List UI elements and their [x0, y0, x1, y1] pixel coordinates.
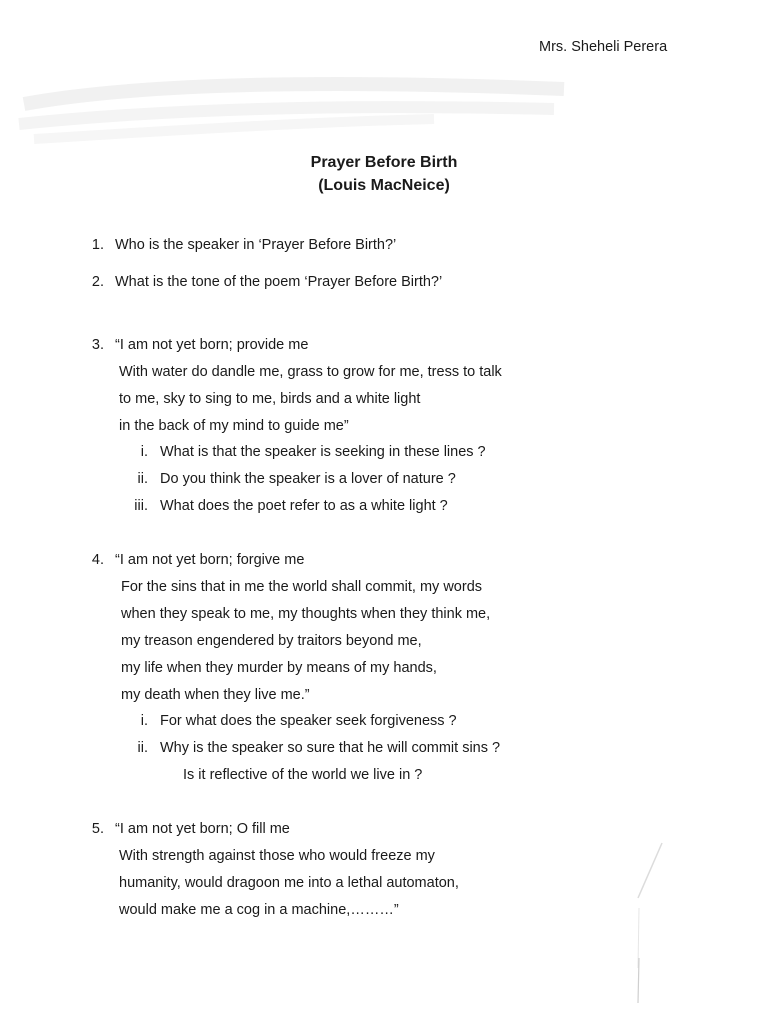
question-text: Who is the speaker in ‘Prayer Before Birth?’	[115, 237, 397, 253]
quote-line: “I am not yet born; provide me	[115, 337, 309, 353]
author-name: Mrs. Sheheli Perera	[539, 39, 668, 55]
quote-line: when they speak to me, my thoughts when they think me,	[121, 606, 491, 622]
quote-line: With water do dandle me, grass to grow for me, tress to talk	[119, 364, 502, 380]
sub-question-text: For what does the speaker seek forgiveness ?	[160, 713, 457, 729]
quote-line: With strength against those who would freeze my	[119, 848, 435, 864]
question-number: 5.	[91, 821, 104, 837]
sub-question-text: Why is the speaker so sure that he will commit sins ?	[160, 740, 501, 756]
quote-line: “I am not yet born; forgive me	[115, 552, 305, 568]
sub-question-continuation: Is it reflective of the world we live in ?	[183, 767, 423, 783]
quote-line: my life when they murder by means of my hands,	[121, 660, 437, 676]
poem-author: (Louis MacNeice)	[318, 177, 450, 194]
sub-question-text: What does the poet refer to as a white light ?	[160, 498, 448, 514]
poem-title: Prayer Before Birth	[310, 154, 458, 171]
question-number: 1.	[91, 237, 104, 253]
quote-line: “I am not yet born; O fill me	[115, 821, 290, 837]
quote-line: For the sins that in me the world shall commit, my words	[121, 579, 483, 595]
sub-question-text: Do you think the speaker is a lover of nature ?	[160, 471, 456, 487]
sub-question-text: What is that the speaker is seeking in these lines ?	[160, 444, 486, 460]
quote-line: my treason engendered by traitors beyond me,	[121, 633, 422, 649]
sub-question-number: ii.	[137, 471, 148, 487]
quote-line: humanity, would dragoon me into a lethal automaton,	[119, 875, 459, 891]
quote-line: would make me a cog in a machine,………”	[119, 902, 399, 918]
quote-line: my death when they live me.”	[121, 687, 310, 703]
question-text: What is the tone of the poem ‘Prayer Before Birth?’	[115, 274, 443, 290]
question-number: 2.	[91, 274, 104, 290]
scan-smudge	[14, 64, 574, 154]
sub-question-number: iii.	[134, 498, 148, 514]
quote-line: in the back of my mind to guide me”	[119, 418, 349, 434]
question-number: 4.	[91, 552, 104, 568]
sub-question-number: i.	[140, 713, 148, 729]
scan-edge-mark	[622, 838, 672, 1008]
question-number: 3.	[91, 337, 104, 353]
quote-line: to me, sky to sing to me, birds and a white light	[119, 391, 421, 407]
sub-question-number: i.	[140, 444, 148, 460]
sub-question-number: ii.	[137, 740, 148, 756]
